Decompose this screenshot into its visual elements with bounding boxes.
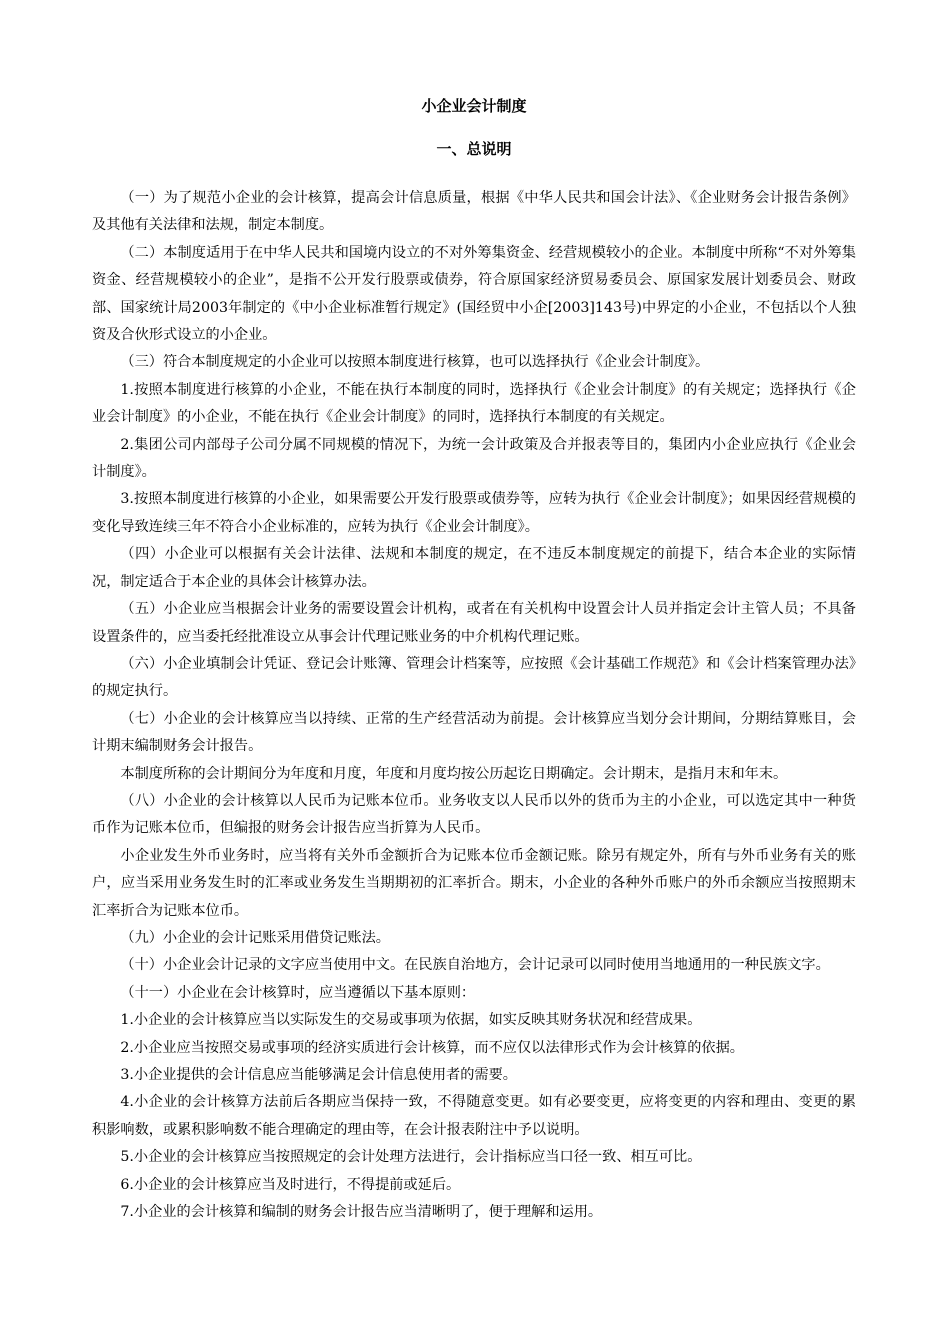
section-title: 一、总说明 [436, 140, 512, 158]
paragraph: 本制度所称的会计期间分为年度和月度，年度和月度均按公历起讫日期确定。会计期末，是指月末和年末。 [120, 765, 788, 782]
paragraph: 3.小企业提供的会计信息应当能够满足会计信息使用者的需要。 [120, 1067, 517, 1083]
paragraph: （五）小企业应当根据会计业务的需要设置会计机构，或者在有关机构中设置会计人员并指定会计主管人员；不具备设置条件的，应当委托经批准设立从事会计代理记账业务的中介机构代理记账。 [92, 601, 856, 645]
paragraph: 2.集团公司内部母子公司分属不同规模的情况下，为统一会计政策及合并报表等目的，集团内小企业应执行《企业会计制度》。 [92, 436, 856, 481]
paragraph: （十）小企业会计记录的文字应当使用中文。在民族自治地方，会计记录可以同时使用当地通用的一种民族文字。 [120, 957, 830, 974]
paragraph: （一）为了规范小企业的会计核算，提高会计信息质量，根据《中华人民共和国会计法》、《企业财务会计报告条例》及其他有关法律和法规，制定本制度。 [92, 190, 856, 234]
document-title: 小企业会计制度 [421, 97, 527, 115]
paragraph: （二）本制度适用于在中华人民共和国境内设立的不对外筹集资金、经营规模较小的企业。本制度中所称“不对外筹集资金、经营规模较小的企业”，是指不公开发行股票或债券，符合原国家经济贸易委员会、原国家发展计划委员会、财政部、国家统计局2003年制定的《中小企业标准暂行规定》(国经贸中小企[2003]143号)中界定的小企业，不包括以个人独资及合伙形式设立的小企业。 [92, 244, 856, 344]
paragraph: 小企业发生外币业务时，应当将有关外币金额折合为记账本位币金额记账。除另有规定外，所有与外币业务有关的账户，应当采用业务发生时的汇率或业务发生当期期初的汇率折合。期末，小企业的各种外币账户的外币余额应当按照期末汇率折合为记账本位币。 [92, 847, 856, 919]
paragraph: 7.小企业的会计核算和编制的财务会计报告应当清晰明了，便于理解和运用。 [120, 1204, 603, 1221]
document-body [92, 185, 856, 1226]
paragraph: 5.小企业的会计核算应当按照规定的会计处理方法进行，会计指标应当口径一致、相互可比。 [120, 1149, 702, 1166]
paragraph: （四）小企业可以根据有关会计法律、法规和本制度的规定，在不违反本制度规定的前提下，结合本企业的实际情况，制定适合于本企业的具体会计核算办法。 [92, 546, 856, 590]
paragraph: （三）符合本制度规定的小企业可以按照本制度进行核算，也可以选择执行《企业会计制度》。 [120, 354, 710, 371]
paragraph: （八）小企业的会计核算以人民币为记账本位币。业务收支以人民币以外的货币为主的小企业，可以选定其中一种货币作为记账本位币，但编报的财务会计报告应当折算为人民币。 [92, 792, 856, 837]
paragraph: （九）小企业的会计记账采用借贷记账法。 [120, 929, 390, 946]
paragraph: 2.小企业应当按照交易或事项的经济实质进行会计核算，而不应仅以法律形式作为会计核算的依据。 [120, 1039, 744, 1056]
paragraph: 1.小企业的会计核算应当以实际发生的交易或事项为依据，如实反映其财务状况和经营成果。 [120, 1012, 702, 1029]
paragraph: （十一）小企业在会计核算时，应当遵循以下基本原则： [120, 984, 476, 1001]
paragraph: 3.按照本制度进行核算的小企业，如果需要公开发行股票或债券等，应转为执行《企业会计制度》；如果因经营规模的变化导致连续三年不符合小企业标准的，应转为执行《企业会计制度》。 [92, 491, 856, 535]
paragraph: （七）小企业的会计核算应当以持续、正常的生产经营活动为前提。会计核算应当划分会计期间，分期结算账目，会计期末编制财务会计报告。 [92, 710, 856, 755]
paragraph: （六）小企业填制会计凭证、登记会计账簿、管理会计档案等，应按照《会计基础工作规范》和《会计档案管理办法》的规定执行。 [92, 655, 856, 700]
paragraph: 4.小企业的会计核算方法前后各期应当保持一致，不得随意变更。如有必要变更，应将变更的内容和理由、变更的累积影响数，或累积影响数不能合理确定的理由等，在会计报表附注中予以说明。 [92, 1094, 856, 1138]
document-page [92, 92, 856, 1226]
paragraph: 6.小企业的会计核算应当及时进行，不得提前或延后。 [120, 1176, 461, 1193]
paragraph: 1.按照本制度进行核算的小企业，不能在执行本制度的同时，选择执行《企业会计制度》的有关规定；选择执行《企业会计制度》的小企业，不能在执行《企业会计制度》的同时，选择执行本制度的有关规定。 [92, 381, 856, 426]
